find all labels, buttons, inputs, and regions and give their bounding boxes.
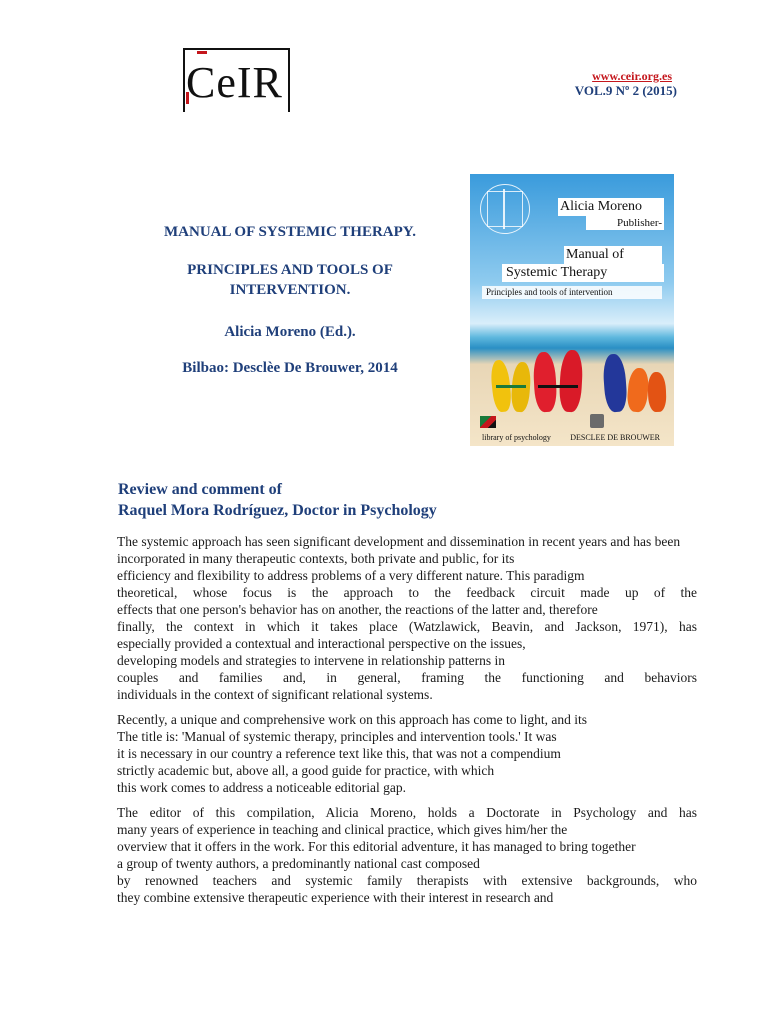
cover-library-label: library of psychology bbox=[482, 433, 551, 442]
body-line: effects that one person's behavior has on another, the reactions of the latter and, therefore bbox=[117, 602, 598, 617]
body-line: many years of experience in teaching and clinical practice, which gives him/her the bbox=[117, 822, 568, 837]
body-paragraph bbox=[117, 711, 697, 796]
book-subtitle-line1: PRINCIPLES AND TOOLS OF bbox=[187, 262, 393, 278]
body-line: finally, the context in which it takes place (Watzlawick, Beavin, and Jackson, 1971), has bbox=[117, 619, 697, 634]
body-line: theoretical, whose focus is the approach to the feedback circuit made up of the bbox=[117, 585, 697, 600]
book-publication: Bilbao: Desclèe De Brouwer, 2014 bbox=[182, 360, 398, 376]
body-line: individuals in the context of significant relational systems. bbox=[117, 687, 433, 702]
cover-publisher-label: Publisher- bbox=[586, 216, 664, 230]
volume-issue: VOL.9 Nº 2 (2015) bbox=[574, 83, 677, 98]
body-line: The title is: 'Manual of systemic therapy, principles and intervention tools.' It was bbox=[117, 729, 557, 744]
body-line: The systemic approach has seen significant development and dissemination in recent years and has been bbox=[117, 534, 681, 549]
book-subtitle-line2: INTERVENTION. bbox=[229, 282, 351, 298]
publisher-logo-icon bbox=[590, 414, 604, 428]
book-title: MANUAL OF SYSTEMIC THERAPY. bbox=[164, 224, 416, 240]
body-line: they combine extensive therapeutic experience with their interest in research and bbox=[117, 890, 554, 905]
body-line: developing models and strategies to intervene in relationship patterns in bbox=[117, 653, 506, 668]
book-title-block bbox=[120, 222, 460, 378]
journal-logo bbox=[183, 48, 290, 112]
review-heading-line1: Review and comment of bbox=[118, 481, 282, 498]
logo-accent-mark bbox=[197, 51, 207, 54]
sandal-strap bbox=[496, 385, 526, 388]
body-line: The editor of this compilation, Alicia Moreno, holds a Doctorate in Psychology and has bbox=[117, 805, 697, 820]
cover-title-line2: Systemic Therapy bbox=[502, 264, 664, 282]
logo-text: CeIR bbox=[186, 58, 283, 107]
body-line: by renowned teachers and systemic family therapists with extensive backgrounds, who bbox=[117, 873, 697, 888]
vitruvian-emblem-icon bbox=[480, 184, 530, 234]
body-line: incorporated in many therapeutic contexts, both private and public, for its bbox=[117, 551, 515, 566]
book-cover-image bbox=[470, 174, 674, 446]
cover-publisher-name: DESCLEE DE BROUWER bbox=[570, 433, 660, 442]
body-paragraph bbox=[117, 804, 697, 906]
logo-frame-left bbox=[183, 48, 185, 112]
body-line: overview that it offers in the work. For this editorial adventure, it has managed to bring together bbox=[117, 839, 636, 854]
logo-frame-right bbox=[288, 48, 290, 112]
body-line: strictly academic but, above all, a good guide for practice, with which bbox=[117, 763, 495, 778]
sandal-red bbox=[558, 349, 583, 412]
body-line: a group of twenty authors, a predominantly national cast composed bbox=[117, 856, 480, 871]
body-line: Recently, a unique and comprehensive work on this approach has come to light, and its bbox=[117, 712, 588, 727]
sandal-orange bbox=[647, 372, 666, 413]
body-line: couples and families and, in general, framing the functioning and behaviors bbox=[117, 670, 697, 685]
book-subtitle bbox=[120, 260, 460, 300]
cover-title-line1: Manual of bbox=[564, 246, 662, 264]
body-line: this work comes to address a noticeable editorial gap. bbox=[117, 780, 407, 795]
library-logo-icon bbox=[480, 416, 496, 428]
body-paragraph bbox=[117, 533, 697, 703]
body-line: especially provided a contextual and interactional perspective on the issues, bbox=[117, 636, 526, 651]
sandal-orange bbox=[626, 367, 650, 413]
cover-subtitle: Principles and tools of intervention bbox=[482, 286, 662, 299]
review-author: Raquel Mora Rodríguez, Doctor in Psychology bbox=[118, 502, 437, 519]
review-heading bbox=[118, 479, 437, 521]
sandal-red bbox=[532, 351, 557, 412]
body-line: it is necessary in our country a reference text like this, that was not a compendium bbox=[117, 746, 561, 761]
review-body bbox=[117, 533, 697, 914]
body-line: efficiency and flexibility to address problems of a very different nature. This paradigm bbox=[117, 568, 585, 583]
sandal-strap bbox=[538, 385, 578, 388]
book-editor: Alicia Moreno (Ed.). bbox=[224, 324, 356, 340]
site-url-link[interactable]: www.ceir.org.es bbox=[592, 69, 672, 83]
cover-author: Alicia Moreno bbox=[558, 198, 664, 216]
logo-frame-top bbox=[183, 48, 290, 50]
sandal-blue bbox=[602, 353, 628, 412]
